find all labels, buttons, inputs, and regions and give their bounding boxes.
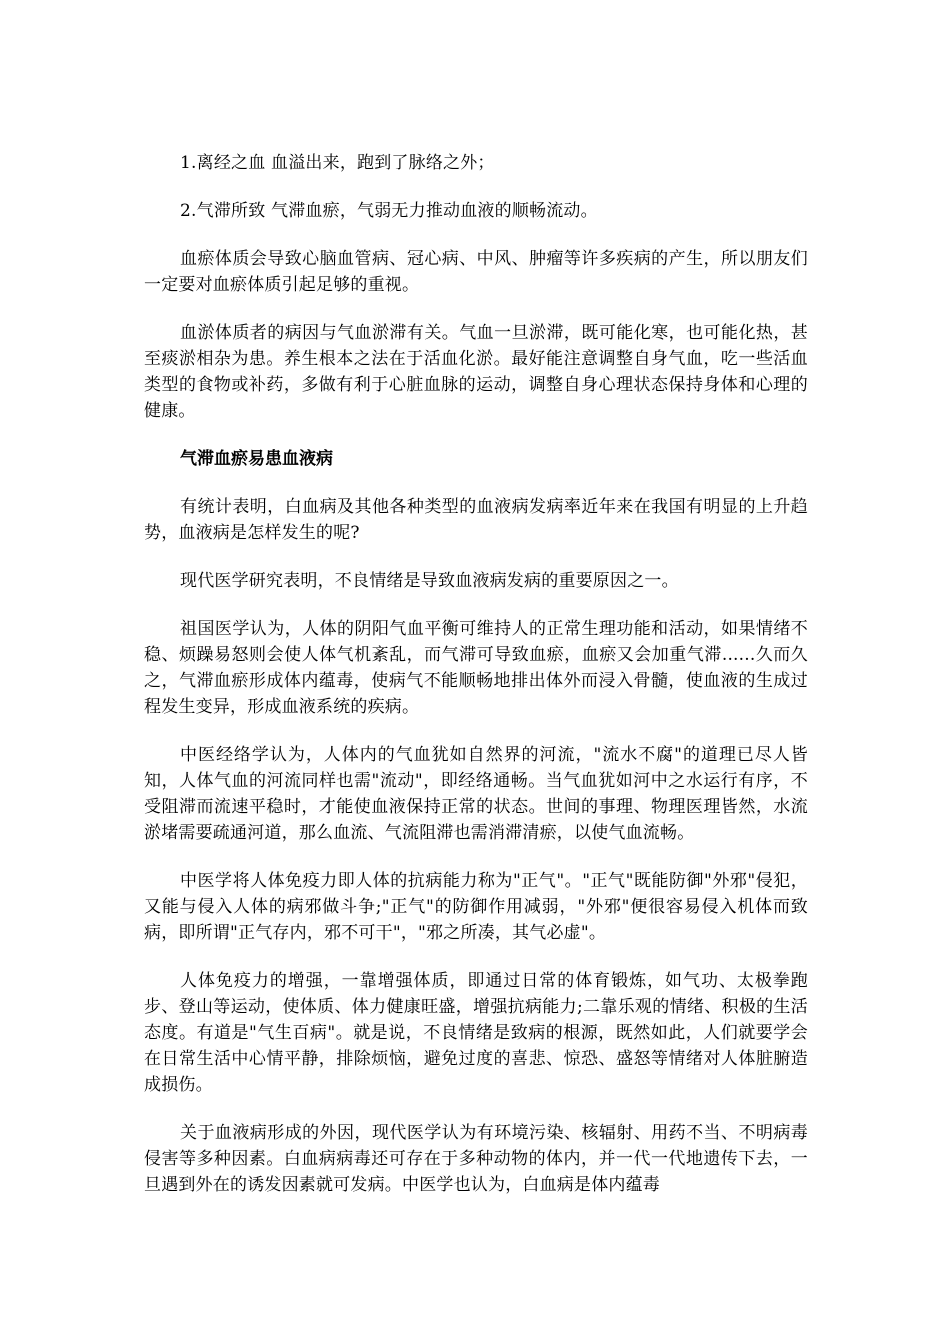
section-heading: 气滞血瘀易患血液病 bbox=[180, 449, 333, 469]
paragraph-blood-stasis-cause: 血淤体质者的病因与气血淤滞有关。气血一旦淤滞，既可能化寒，也可能化热，甚至痰淤相杂为患。养生根本之法在于活血化淤。最好能注意调整自身气血，吃一些活血类型的食物或补药，多做有利于心脏血脉的运动，调整自身心理状态保持身体和心理的健康。 bbox=[144, 323, 808, 421]
paragraph-immunity: 人体免疫力的增强，一靠增强体质，即通过日常的体育锻炼，如气功、太极拳跑步、登山等运动，使体质、体力健康旺盛，增强抗病能力;二靠乐观的情绪、积极的生活态度。有道是"气生百病"。就是说，不良情绪是致病的根源，既然如此，人们就要学会在日常生活中心情平静，排除烦恼，避免过度的喜悲、惊恐、盛怒等情绪对人体脏腑造成损伤。 bbox=[144, 971, 808, 1095]
paragraph-modern-medicine: 现代医学研究表明，不良情绪是导致血液病发病的重要原因之一。 bbox=[180, 571, 679, 591]
list-item-2: 2.气滞所致 气滞血瘀，气弱无力推动血液的顺畅流动。 bbox=[180, 201, 598, 221]
paragraph-zhengqi: 中医学将人体免疫力即人体的抗病能力称为"正气"。"正气"既能防御"外邪"侵犯，又能与侵入人体的病邪做斗争;"正气"的防御作用减弱，"外邪"便很容易侵入机体而致病，即所谓"正气存内，邪不可干"，"邪之所凑，其气必虚"。 bbox=[144, 871, 808, 943]
paragraph-meridian-theory: 中医经络学认为，人体内的气血犹如自然界的河流，"流水不腐"的道理已尽人皆知，人体气血的河流同样也需"流动"，即经络通畅。当气血犹如河中之水运行有序，不受阻滞而流速平稳时，才能使血液保持正常的状态。世间的事理、物理医理皆然，水流淤堵需要疏通河道，那么血流、气流阻滞也需消滞清瘀，以使气血流畅。 bbox=[144, 745, 808, 843]
paragraph-external-causes: 关于血液病形成的外因，现代医学认为有环境污染、核辐射、用药不当、不明病毒侵害等多种因素。白血病病毒还可存在于多种动物的体内，并一代一代地遗传下去，一旦遇到外在的诱发因素就可发病。中医学也认为，白血病是体内蕴毒 bbox=[144, 1123, 808, 1195]
paragraph-statistics: 有统计表明，白血病及其他各种类型的血液病发病率近年来在我国有明显的上升趋势，血液病是怎样发生的呢? bbox=[144, 497, 808, 543]
list-item-1: 1.离经之血 血溢出来，跑到了脉络之外； bbox=[180, 153, 495, 173]
document-body bbox=[144, 150, 808, 1198]
paragraph-tcm-view: 祖国医学认为，人体的阴阳气血平衡可维持人的正常生理功能和活动，如果情绪不稳、烦躁易怒则会使人体气机紊乱，而气滞可导致血瘀，血瘀又会加重气滞......久而久之，气滞血瘀形成体内蕴毒，使病气不能顺畅地排出体外而浸入骨髓，使血液的生成过程发生变异，形成血液系统的疾病。 bbox=[144, 619, 808, 717]
paragraph-blood-stasis-intro: 血瘀体质会导致心脑血管病、冠心病、中风、肿瘤等许多疾病的产生，所以朋友们一定要对血瘀体质引起足够的重视。 bbox=[144, 249, 808, 295]
